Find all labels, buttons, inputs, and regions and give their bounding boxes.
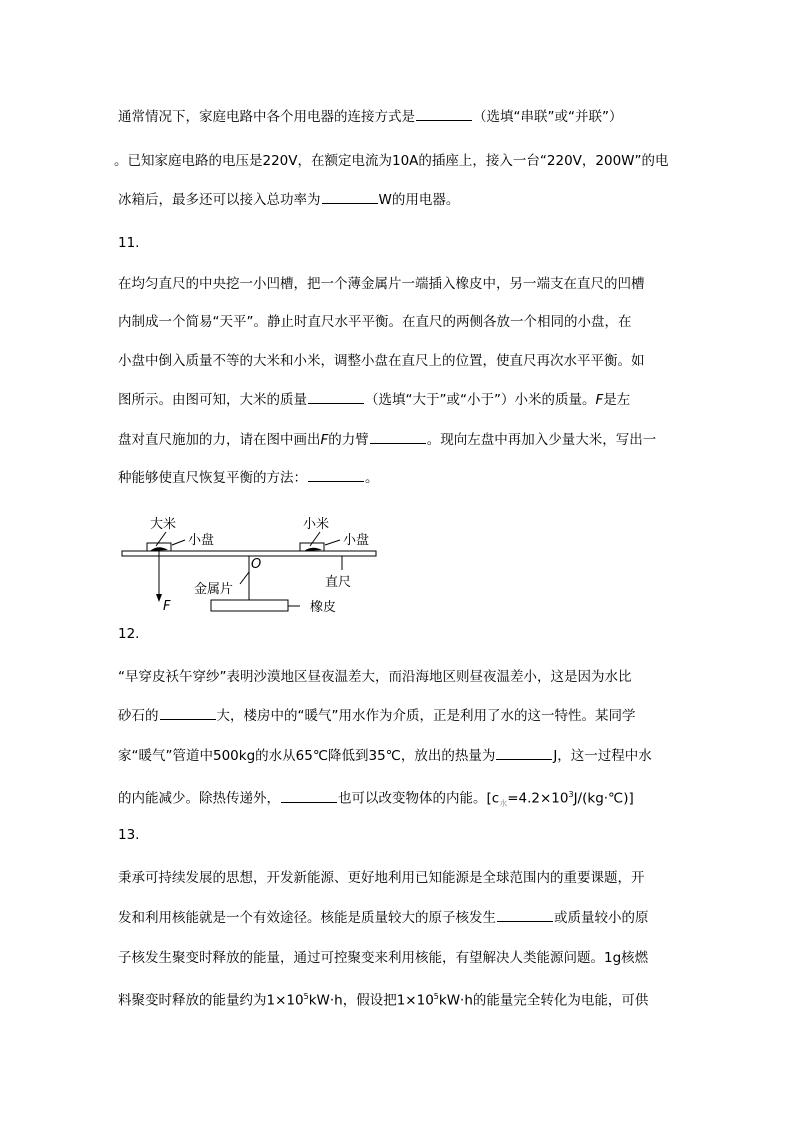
balance-figure (110, 500, 400, 620)
ruler (122, 551, 376, 556)
q10-line-3: 冰箱后，最多还可以接入总功率为 W的用电器。 (118, 192, 460, 208)
answer-blank (308, 469, 364, 482)
label-rice: 大米 (150, 517, 177, 532)
q10-line-1: 通常情况下，家庭电路中各个用电器的连接方式是 （选填“串联”或“并联”） (118, 109, 623, 125)
label-force: F (163, 599, 171, 614)
label-metal: 金属片 (194, 582, 234, 597)
label-ruler: 直尺 (325, 575, 352, 590)
answer-blank (308, 391, 364, 404)
q12-line-3: 家“暖气”管道中500kg的水从65℃降低到35℃，放出的热量为 J，这一过程中水 (118, 748, 652, 764)
q11-number: 11. (118, 235, 140, 251)
q13-number: 13. (118, 827, 140, 843)
q13-line-3: 子核发生聚变时释放的能量，通过可控聚变来利用核能，有望解决人类能源问题。1g核燃 (118, 950, 649, 966)
q12-line-4: 的内能减少。除热传递外， 也可以改变物体的内能。$[c_水=4.2\times 10^3J/(kg\cdot℃)]$ (118, 790, 634, 809)
q12-number: 12. (118, 626, 140, 642)
label-plate-right: 小盘 (343, 533, 370, 548)
answer-blank (370, 431, 426, 444)
label-plate-left: 小盘 (188, 533, 215, 548)
q13-line-2: 发和利用核能就是一个有效途径。核能是质量较大的原子核发生 或质量较小的原 (118, 910, 649, 926)
q11-line-6: 种能够使直尺恢复平衡的方法： 。 (118, 470, 379, 486)
arrow-head (156, 594, 162, 602)
answer-blank (160, 707, 216, 720)
q11-line-1: 在均匀直尺的中央挖一小凹槽，把一个薄金属片一端插入橡皮中，另一端支在直尺的凹槽 (118, 276, 645, 292)
answer-blank (496, 747, 552, 760)
q12-line-2: 砂石的 大，楼房中的“暖气”用水作为介质，正是利用了水的这一特性。某同学 (118, 708, 636, 724)
q13-line-1: 秉承可持续发展的思想，开发新能源、更好地利用已知能源是全球范围内的重要课题，开 (118, 870, 645, 886)
q11-line-4: 图所示。由图可知，大米的质量 （选填“大于”或“小于”）小米的质量。F是左 (118, 392, 631, 408)
q11-line-2: 内制成一个简易“天平”。静止时直尺水平平衡。在直尺的两侧各放一个相同的小盘，在 (118, 314, 632, 330)
eraser (211, 600, 288, 611)
label-pivot: O (251, 557, 262, 572)
answer-blank (497, 909, 553, 922)
q10-line-2: 。已知家庭电路的电压是220V，在额定电流为10A的插座上，接入一台“220V，200W”的电 (114, 153, 669, 169)
q13-line-4: 料聚变时释放的能量约为$1\times 10^5kW\cdot h$，假设把$1\times 10^5kW\cdot h$的能量完全转化为电能，可供 (118, 992, 649, 1009)
answer-blank (416, 108, 472, 121)
q12-line-1: “早穿皮袄午穿纱”表明沙漠地区昼夜温差大，而沿海地区则昼夜温差小，这是因为水比 (118, 669, 632, 685)
answer-blank (322, 191, 378, 204)
label-millet: 小米 (303, 517, 330, 532)
label-eraser: 橡皮 (310, 600, 337, 615)
answer-blank (281, 790, 337, 803)
q11-line-5: 盘对直尺施加的力，请在图中画出F的力臂 。现向左盘中再加入少量大米，写出一 (118, 432, 657, 448)
q11-line-3: 小盘中倒入质量不等的大米和小米，调整小盘在直尺上的位置，使直尺再次水平平衡。如 (118, 353, 645, 369)
